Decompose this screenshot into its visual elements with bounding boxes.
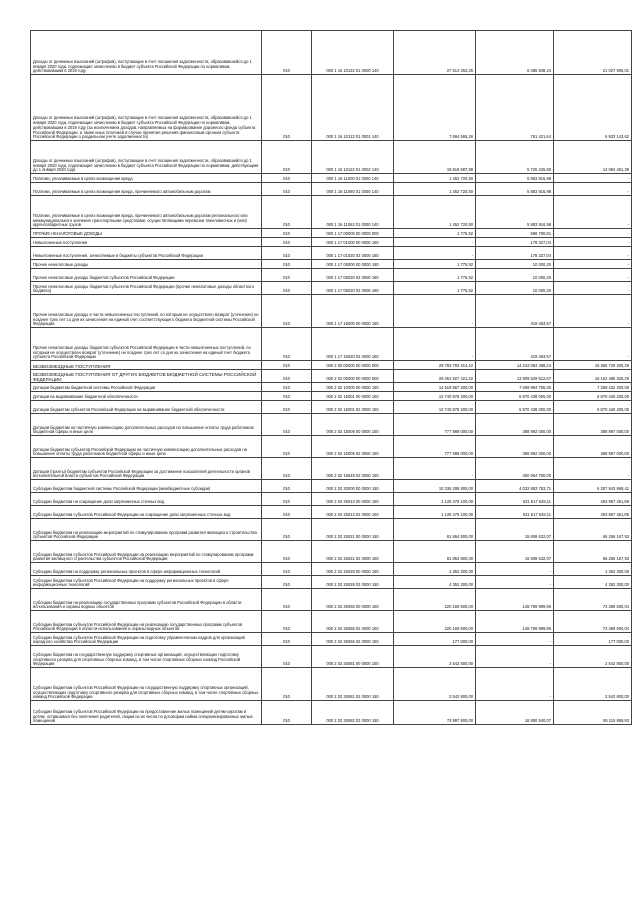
row-executed-cell: 419 463,57	[476, 328, 554, 361]
row-executed-cell: 6 870 438 000,00	[476, 392, 554, 401]
row-name-cell: Дотации бюджетам на частичную компенсацию дополнительных расходов на повышение оплаты труда работников бюджетной сферы и иные цели	[31, 414, 262, 436]
row-name-cell: Прочие неналоговые доходы бюджетов субъектов Российской Федерации (прочие неналоговые доходы областного бюджета)	[31, 282, 262, 295]
row-approved-cell: 1 125 475 100,00	[394, 506, 476, 519]
row-code-cell: 010	[262, 75, 312, 141]
row-executed-cell: 388 992 000,00	[476, 414, 554, 436]
table-row	[31, 269, 632, 282]
row-name-cell: Прочие неналоговые доходы бюджетов субъектов Российской Федерации в части невыясненных поступлений, по которым не осуществлен возврат (уточнение) не позднее трех лет со дня их зачисления на единый счет бюджета субъекта Российской Федерации	[31, 328, 262, 361]
row-approved-cell: 1 452 720,50	[394, 196, 476, 229]
row-executed-cell: 5 725 226,60	[476, 141, 554, 174]
row-approved-cell: 1 125 475 100,00	[394, 493, 476, 506]
row-unexecuted-cell: -	[554, 295, 632, 328]
table-row	[31, 392, 632, 401]
row-executed-cell: 178 327,04	[476, 238, 554, 247]
row-unexecuted-cell: -	[554, 174, 632, 183]
row-kbk-cell: 000 2 02 25066 02 0000 150	[312, 633, 394, 646]
row-executed-cell: 146 799 999,96	[476, 589, 554, 611]
row-unexecuted-cell: -	[554, 196, 632, 229]
row-approved-cell: 1 452 720,50	[394, 174, 476, 183]
table-row	[31, 646, 632, 668]
row-approved-cell: -	[394, 295, 476, 328]
row-approved-cell: 1 775,52	[394, 282, 476, 295]
row-approved-cell: 19 819 687,99	[394, 141, 476, 174]
row-kbk-cell: 000 1 17 01020 02 0000 180	[312, 247, 394, 260]
budget-revenue-table	[30, 30, 632, 725]
row-approved-cell: -	[394, 247, 476, 260]
table-row	[31, 668, 632, 701]
row-code-cell: 010	[262, 183, 312, 196]
row-kbk-cell: 000 2 02 15001 02 0000 150	[312, 401, 394, 414]
row-executed-cell: -	[476, 633, 554, 646]
row-kbk-cell: 000 2 02 00000 00 0000 000	[312, 370, 394, 383]
table-row	[31, 183, 632, 196]
row-code-cell: 010	[262, 646, 312, 668]
row-code-cell: 010	[262, 328, 312, 361]
row-approved-cell: 81 864 800,00	[394, 541, 476, 563]
row-executed-cell: 5 883 916,98	[476, 174, 554, 183]
table-row	[31, 370, 632, 383]
row-name-cell: Субсидии бюджетам субъектов Российской Федерации на подготовку управленческих кадров для организаций народного хозяйства Российской Федерации	[31, 633, 262, 646]
table-row	[31, 238, 632, 247]
table-row	[31, 328, 632, 361]
row-name-cell: Дотации бюджетам бюджетной системы Российской Федерации	[31, 383, 262, 392]
table-row	[31, 701, 632, 725]
row-code-cell: 010	[262, 480, 312, 493]
row-approved-cell: 1 775,52	[394, 269, 476, 282]
row-code-cell: 010	[262, 436, 312, 458]
row-unexecuted-cell: 4 352 300,00	[554, 563, 632, 576]
row-approved-cell: 14 518 867 200,00	[394, 383, 476, 392]
row-unexecuted-cell: -	[554, 229, 632, 238]
row-unexecuted-cell: 21 027 905,01	[554, 31, 632, 75]
row-code-cell: 010	[262, 238, 312, 247]
row-code-cell: 010	[262, 260, 312, 269]
row-executed-cell: 146 799 999,96	[476, 611, 554, 633]
row-unexecuted-cell: 177 000,00	[554, 633, 632, 646]
row-name-cell: Субсидии бюджетам бюджетной системы Российской Федерации (межбюджетные субсидии)	[31, 480, 262, 493]
row-name-cell: Субсидии бюджетам субъектов Российской Федерации на сокращение доли загрязненных сточных вод	[31, 506, 262, 519]
row-executed-cell: -	[476, 668, 554, 701]
row-executed-cell: 419 463,57	[476, 295, 554, 328]
table-row	[31, 75, 632, 141]
row-approved-cell: 2 542 800,00	[394, 668, 476, 701]
row-name-cell: Доходы от денежных взысканий (штрафов), поступающие в счет погашения задолженности, образовавшейся до 1 января 2020 года, подлежащие зачислению в бюджет субъекта Российской Федерации по нормативам, действовавшим в 2019 году (за исключением доходов, направляемых на формирование дорожного фонда субъекта Российской Федерации, а также иных платежей в случае принятия решения финансовым органом субъекта Российской Федерации о раздельном учете задолженности)	[31, 75, 262, 141]
row-executed-cell: 10 000,20	[476, 269, 554, 282]
row-executed-cell: 10 000,20	[476, 260, 554, 269]
row-approved-cell: 1 775,52	[394, 260, 476, 269]
row-unexecuted-cell: -	[554, 269, 632, 282]
row-unexecuted-cell: 73 369 600,04	[554, 611, 632, 633]
table-row	[31, 383, 632, 392]
table-row	[31, 141, 632, 174]
row-unexecuted-cell: 55 116 959,93	[554, 701, 632, 725]
row-approved-cell: 220 169 600,00	[394, 589, 476, 611]
row-code-cell: 010	[262, 361, 312, 370]
row-code-cell: 010	[262, 229, 312, 238]
row-approved-cell: 220 169 600,00	[394, 611, 476, 633]
table-row	[31, 480, 632, 493]
row-kbk-cell: 000 1 17 16020 02 0000 180	[312, 328, 394, 361]
row-kbk-cell: 000 1 17 01000 00 0000 180	[312, 238, 394, 247]
table-row	[31, 436, 632, 458]
row-approved-cell: 29 461 927 421,32	[394, 370, 476, 383]
row-kbk-cell: 000 2 02 15549 02 0000 150	[312, 458, 394, 480]
table-row	[31, 414, 632, 436]
row-code-cell: 010	[262, 541, 312, 563]
row-executed-cell: 15 608 632,07	[476, 519, 554, 541]
row-name-cell: Субсидии бюджетам на реализацию мероприятий по стимулированию программ развития жилищного строительства субъектов Российской Федерации	[31, 519, 262, 541]
row-kbk-cell: 000 2 02 15001 00 0000 150	[312, 392, 394, 401]
row-name-cell: Субсидии бюджетам субъектов Российской Федерации на реализацию мероприятий по стимулированию программ развития жилищного строительства субъектов Российской Федерации	[31, 541, 262, 563]
row-kbk-cell: 000 2 02 25013 02 0000 150	[312, 506, 394, 519]
row-unexecuted-cell: 6 870 440 200,00	[554, 392, 632, 401]
row-code-cell: 010	[262, 392, 312, 401]
table-row	[31, 458, 632, 480]
row-name-cell: Субсидии бюджетам субъектов Российской Федерации на предоставление жилых помещений детям-сиротам и детям, оставшимся без попечения родителей, лицам из их числа по договорам найма специализированных жилых помещений	[31, 701, 262, 725]
row-name-cell: Платежи, уплачиваемые в целях возмещения вреда, причиняемого автомобильным дорогам регионального или межмуниципального значения транспортными средствами, осуществляющими перевозки тяжеловесных и (или) крупногабаритных грузов	[31, 196, 262, 229]
row-executed-cell: 7 659 994 756,00	[476, 383, 554, 392]
row-unexecuted-cell: -	[554, 260, 632, 269]
row-executed-cell: 178 327,04	[476, 247, 554, 260]
row-kbk-cell: 000 2 02 10000 00 0000 150	[312, 383, 394, 392]
row-kbk-cell: 000 1 16 11060 01 0000 140	[312, 183, 394, 196]
row-name-cell: Платежи, уплачиваемые в целях возмещения вреда	[31, 174, 262, 183]
row-approved-cell: -	[394, 328, 476, 361]
row-name-cell: Прочие неналоговые доходы	[31, 260, 262, 269]
row-code-cell: 010	[262, 563, 312, 576]
row-unexecuted-cell: 6 870 440 200,00	[554, 401, 632, 414]
table-row	[31, 31, 632, 75]
row-approved-cell: 81 864 800,00	[394, 519, 476, 541]
row-unexecuted-cell: 66 256 167,93	[554, 541, 632, 563]
row-approved-cell: 10 336 295 800,00	[394, 480, 476, 493]
row-kbk-cell: 000 2 02 25082 02 0000 150	[312, 701, 394, 725]
row-code-cell: 010	[262, 611, 312, 633]
row-code-cell: 010	[262, 370, 312, 383]
row-approved-cell: 777 989 000,00	[394, 436, 476, 458]
row-code-cell: 010	[262, 519, 312, 541]
row-unexecuted-cell: 2 542 800,00	[554, 646, 632, 668]
row-kbk-cell: 000 1 16 10122 01 0002 140	[312, 141, 394, 174]
row-executed-cell: 5 883 916,98	[476, 183, 554, 196]
row-code-cell: 010	[262, 282, 312, 295]
table-row	[31, 506, 632, 519]
row-executed-cell: 388 992 000,00	[476, 436, 554, 458]
row-approved-cell: 7 694 565,26	[394, 75, 476, 141]
row-executed-cell: 14 242 084 489,24	[476, 361, 554, 370]
row-unexecuted-cell: -	[554, 328, 632, 361]
row-unexecuted-cell: 16 365 728 200,29	[554, 361, 632, 370]
row-kbk-cell: 000 2 02 25065 02 0000 150	[312, 611, 394, 633]
row-code-cell: 010	[262, 247, 312, 260]
row-executed-cell: -	[476, 646, 554, 668]
row-code-cell: 010	[262, 269, 312, 282]
row-kbk-cell: 000 2 02 25013 00 0000 150	[312, 493, 394, 506]
row-kbk-cell: 000 1 16 10122 01 0000 140	[312, 31, 394, 75]
row-kbk-cell: 000 1 17 05020 02 0000 180	[312, 269, 394, 282]
row-unexecuted-cell: -	[554, 238, 632, 247]
row-kbk-cell: 000 2 02 25021 00 0000 150	[312, 519, 394, 541]
row-executed-cell: 18 880 940,07	[476, 701, 554, 725]
table-row	[31, 519, 632, 541]
row-code-cell: 010	[262, 196, 312, 229]
row-kbk-cell: 000 1 17 00000 00 0000 000	[312, 229, 394, 238]
row-unexecuted-cell: 2 542 800,00	[554, 668, 632, 701]
row-name-cell: БЕЗВОЗМЕЗДНЫЕ ПОСТУПЛЕНИЯ	[31, 361, 262, 370]
row-code-cell: 010	[262, 576, 312, 589]
row-kbk-cell: 000 2 02 25021 02 0000 150	[312, 541, 394, 563]
table-row	[31, 633, 632, 646]
row-executed-cell: -	[476, 563, 554, 576]
row-kbk-cell: 000 1 17 05000 00 0000 180	[312, 260, 394, 269]
row-code-cell: 010	[262, 701, 312, 725]
row-unexecuted-cell: 14 094 461,39	[554, 141, 632, 174]
row-code-cell: 010	[262, 401, 312, 414]
table-row	[31, 541, 632, 563]
row-name-cell: Субсидии бюджетам субъектов Российской Федерации на государственную поддержку спортивных организаций, осуществляющих подготовку спортивного резерва для спортивных сборных команд, в том числе спортивных сборных команд Российской Федерации	[31, 668, 262, 701]
row-approved-cell: 777 989 000,00	[394, 414, 476, 436]
row-approved-cell: 29 783 783 414,42	[394, 361, 476, 370]
row-unexecuted-cell: 6 933 143,62	[554, 75, 632, 141]
table-row	[31, 401, 632, 414]
row-approved-cell: 13 740 878 200,00	[394, 392, 476, 401]
row-executed-cell: 6 486 848,24	[476, 31, 554, 75]
table-row	[31, 229, 632, 238]
row-code-cell: 010	[262, 506, 312, 519]
row-approved-cell: 4 352 300,00	[394, 563, 476, 576]
row-unexecuted-cell: -	[554, 247, 632, 260]
row-executed-cell: 400 564 700,00	[476, 458, 554, 480]
row-approved-cell: -	[394, 238, 476, 247]
row-kbk-cell: 000 1 16 11000 01 0000 140	[312, 174, 394, 183]
row-code-cell: 010	[262, 295, 312, 328]
row-kbk-cell: 000 2 02 25028 00 0000 150	[312, 563, 394, 576]
row-executed-cell: 13 909 529 512,67	[476, 370, 554, 383]
table-row	[31, 196, 632, 229]
row-name-cell: Дотации на выравнивание бюджетной обеспеченности	[31, 392, 262, 401]
table-row	[31, 563, 632, 576]
row-approved-cell: -	[394, 458, 476, 480]
row-kbk-cell: 000 1 17 16000 00 0000 180	[312, 295, 394, 328]
row-unexecuted-cell: 493 957 451,89	[554, 506, 632, 519]
table-row	[31, 576, 632, 589]
row-kbk-cell: 000 2 02 25065 00 0000 150	[312, 589, 394, 611]
row-code-cell: 010	[262, 174, 312, 183]
row-approved-cell: 2 542 800,00	[394, 646, 476, 668]
row-name-cell: Субсидии бюджетам на сокращение доли загрязненных сточных вод	[31, 493, 262, 506]
row-unexecuted-cell: -	[554, 458, 632, 480]
table-row	[31, 247, 632, 260]
row-executed-cell: 5 883 916,98	[476, 196, 554, 229]
row-name-cell: Платежи, уплачиваемые в целях возмещения вреда, причиняемого автомобильным дорогам	[31, 183, 262, 196]
row-approved-cell: 13 740 878 200,00	[394, 401, 476, 414]
row-code-cell: 010	[262, 458, 312, 480]
table-row	[31, 174, 632, 183]
row-unexecuted-cell: -	[554, 183, 632, 196]
row-name-cell: Невыясненные поступления	[31, 238, 262, 247]
row-name-cell: Прочие неналоговые доходы бюджетов субъектов Российской Федерации	[31, 269, 262, 282]
row-name-cell: Прочие неналоговые доходы в части невыясненных поступлений, по которым не осуществлен возврат (уточнение) не позднее трех лет со дня их зачисления на единый счет соответствующего бюджета бюджетной системы Российской Федерации	[31, 295, 262, 328]
row-name-cell: Доходы от денежных взысканий (штрафов), поступающие в счет погашения задолженности, образовавшейся до 1 января 2020 года, подлежащие зачислению в бюджет субъекта Российской Федерации по нормативам, действовавшим в 2019 году	[31, 31, 262, 75]
row-code-cell: 010	[262, 414, 312, 436]
row-code-cell: 010	[262, 589, 312, 611]
row-name-cell: Дотации бюджетам субъектов Российской Федерации на выравнивание бюджетной обеспеченности	[31, 401, 262, 414]
row-executed-cell: 4 032 883 753,71	[476, 480, 554, 493]
row-name-cell: ПРОЧИЕ НЕНАЛОГОВЫЕ ДОХОДЫ	[31, 229, 262, 238]
row-approved-cell: 73 997 900,00	[394, 701, 476, 725]
row-executed-cell: -	[476, 576, 554, 589]
row-code-cell: 010	[262, 141, 312, 174]
row-code-cell: 010	[262, 668, 312, 701]
row-name-cell: Доходы от денежных взысканий (штрафов), поступающие в счет погашения задолженности, образовавшейся до 1 января 2020 года, подлежащие зачислению в бюджет субъекта Российской Федерации по нормативам, действующим до 1 января 2020 года	[31, 141, 262, 174]
row-name-cell: БЕЗВОЗМЕЗДНЫЕ ПОСТУПЛЕНИЯ ОТ ДРУГИХ БЮДЖЕТОВ БЮДЖЕТНОЙ СИСТЕМЫ РОССИЙСКОЙ ФЕДЕРАЦИИ	[31, 370, 262, 383]
row-name-cell: Невыясненные поступления, зачисляемые в бюджеты субъектов Российской Федерации	[31, 247, 262, 260]
table-row	[31, 611, 632, 633]
report-page	[30, 30, 631, 725]
row-name-cell: Дотации бюджетам субъектов Российской Федерации на частичную компенсацию дополнительных расходов на повышение оплаты труда работников бюджетной сферы и иные цели	[31, 436, 262, 458]
row-name-cell: Дотации (гранты) бюджетам субъектов Российской Федерации за достижение показателей деятельности органов исполнительной власти субъектов Российской Федерации	[31, 458, 262, 480]
row-unexecuted-cell: 6 307 943 969,41	[554, 480, 632, 493]
row-unexecuted-cell: -	[554, 282, 632, 295]
row-unexecuted-cell: 7 359 432 200,00	[554, 383, 632, 392]
row-kbk-cell: 000 1 16 11063 01 0000 140	[312, 196, 394, 229]
row-kbk-cell: 000 2 02 25028 02 0000 150	[312, 576, 394, 589]
table-row	[31, 260, 632, 269]
row-kbk-cell: 000 2 00 00000 00 0000 000	[312, 361, 394, 370]
row-executed-cell: 6 870 438 000,00	[476, 401, 554, 414]
row-kbk-cell: 000 2 02 15009 00 0000 150	[312, 414, 394, 436]
row-executed-cell: 10 000,20	[476, 282, 554, 295]
row-executed-cell: 598 790,81	[476, 229, 554, 238]
table-row	[31, 589, 632, 611]
row-kbk-cell: 000 1 16 10122 01 0001 140	[312, 75, 394, 141]
row-kbk-cell: 000 2 02 20000 00 0000 150	[312, 480, 394, 493]
row-unexecuted-cell: 16 162 485 325,29	[554, 370, 632, 383]
row-executed-cell: 15 608 632,07	[476, 541, 554, 563]
row-kbk-cell: 000 1 17 05020 02 0006 180	[312, 282, 394, 295]
row-code-cell: 010	[262, 31, 312, 75]
row-approved-cell: 1 452 720,50	[394, 183, 476, 196]
row-name-cell: Субсидии бюджетам субъектов Российской Федерации на поддержку региональных проектов в сфере информационных технологий	[31, 576, 262, 589]
row-approved-cell: 177 000,00	[394, 633, 476, 646]
row-name-cell: Субсидии бюджетам на поддержку региональных проектов в сфере информационных технологий	[31, 563, 262, 576]
table-row	[31, 493, 632, 506]
row-unexecuted-cell: 73 369 600,04	[554, 589, 632, 611]
row-unexecuted-cell: 388 997 000,00	[554, 436, 632, 458]
row-approved-cell: 27 514 253,25	[394, 31, 476, 75]
row-kbk-cell: 000 2 02 25081 02 0000 150	[312, 668, 394, 701]
row-code-cell: 010	[262, 383, 312, 392]
row-code-cell: 010	[262, 493, 312, 506]
table-row	[31, 282, 632, 295]
table-row	[31, 295, 632, 328]
row-approved-cell: 4 352 300,00	[394, 576, 476, 589]
row-code-cell: 010	[262, 633, 312, 646]
row-unexecuted-cell: 493 957 451,89	[554, 493, 632, 506]
row-executed-cell: 631 517 648,11	[476, 506, 554, 519]
table-row	[31, 361, 632, 370]
row-unexecuted-cell: 66 256 167,93	[554, 519, 632, 541]
row-name-cell: Субсидии бюджетам субъектов Российской Федерации на реализацию государственных программ субъектов Российской Федерации в области использования и охраны водных объектов	[31, 611, 262, 633]
row-name-cell: Субсидии бюджетам на государственную поддержку спортивных организаций, осуществляющих подготовку спортивного резерва для спортивных сборных команд, в том числе спортивных сборных команд Российской Федерации	[31, 646, 262, 668]
row-name-cell: Субсидии бюджетам на реализацию государственных программ субъектов Российской Федерации в области использования и охраны водных объектов	[31, 589, 262, 611]
row-unexecuted-cell: 4 352 300,00	[554, 576, 632, 589]
row-approved-cell: 1 775,52	[394, 229, 476, 238]
row-executed-cell: 761 421,64	[476, 75, 554, 141]
row-unexecuted-cell: 388 997 000,00	[554, 414, 632, 436]
row-kbk-cell: 000 2 02 15009 02 0000 150	[312, 436, 394, 458]
row-kbk-cell: 000 2 02 25081 00 0000 150	[312, 646, 394, 668]
row-executed-cell: 631 517 648,11	[476, 493, 554, 506]
